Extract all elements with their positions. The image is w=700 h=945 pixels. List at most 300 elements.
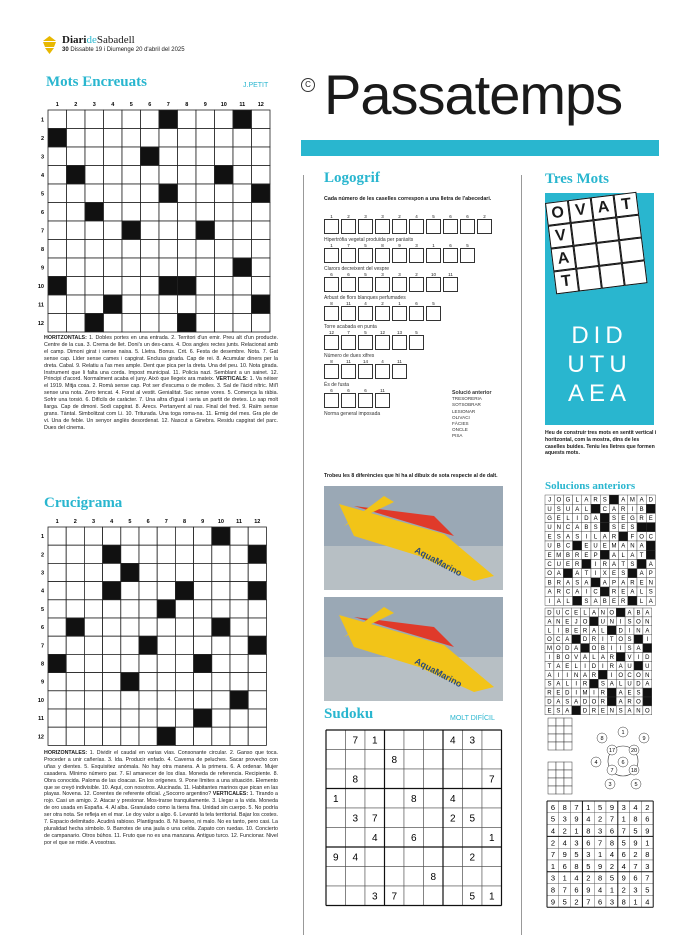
sudoku-cell[interactable]	[443, 847, 463, 867]
logogrif-cell[interactable]	[460, 219, 475, 234]
sol-sudoku-digit: 3	[586, 850, 591, 860]
solution-letter: S	[627, 637, 632, 644]
sudoku-digit: 2	[469, 852, 476, 864]
grid-cell	[121, 691, 139, 709]
solution-letter: X	[602, 571, 607, 578]
sudoku-cell[interactable]	[424, 769, 444, 789]
sudoku-cell[interactable]	[365, 769, 385, 789]
sudoku-cell[interactable]	[385, 730, 405, 750]
sudoku-cell[interactable]	[482, 789, 502, 809]
grid-cell	[212, 727, 230, 745]
tiny-cell	[564, 734, 572, 742]
solution-letter: I	[585, 534, 588, 541]
sudoku-cell[interactable]	[385, 867, 405, 887]
sudoku-digit: 7	[488, 774, 495, 786]
logogrif-cell[interactable]	[375, 277, 390, 292]
col-number: 2	[74, 102, 78, 108]
solution-letter: L	[566, 516, 570, 522]
grid-cell	[103, 527, 121, 545]
black-cell	[637, 559, 646, 568]
solution-letter: C	[648, 534, 653, 541]
col-number: 9	[203, 102, 207, 108]
grid-cell	[196, 258, 215, 277]
logogrif-num: 6	[449, 243, 452, 248]
solution-letter: U	[556, 562, 561, 568]
logogrif-num: 5	[432, 214, 435, 219]
solution-letter: S	[575, 534, 580, 541]
logogrif-cell[interactable]	[358, 248, 373, 263]
grid-cell	[67, 203, 86, 222]
grid-cell	[48, 221, 67, 240]
logogrif-cell[interactable]	[341, 277, 356, 292]
logogrif-cell[interactable]	[426, 248, 441, 263]
sol-sudoku-digit: 7	[633, 861, 638, 871]
row-number: 1	[40, 117, 44, 124]
black-cell	[175, 582, 193, 600]
row-number: 8	[40, 661, 44, 668]
grid-cell	[139, 709, 157, 727]
sol-sudoku-digit: 5	[550, 814, 555, 824]
logogrif-num: 2	[381, 301, 384, 306]
grid-cell	[66, 709, 84, 727]
col-number: 11	[236, 519, 243, 525]
grid-cell	[48, 203, 67, 222]
logogrif-cell[interactable]	[460, 248, 475, 263]
logogrif-num: 11	[346, 301, 351, 306]
logogrif-cell[interactable]	[358, 277, 373, 292]
solution-letter: T	[639, 552, 644, 559]
grid-cell	[194, 673, 212, 691]
sudoku-cell[interactable]	[482, 867, 502, 887]
solution-letter: A	[584, 497, 589, 504]
mots-h-label: HORITZONTALS:	[44, 335, 87, 341]
logogrif-cell[interactable]	[358, 393, 373, 408]
sudoku-cell[interactable]	[346, 867, 366, 887]
black-cell	[233, 110, 252, 129]
grid-cell	[159, 258, 178, 277]
logogrif-cell[interactable]	[324, 335, 339, 350]
black-cell	[157, 600, 175, 618]
solution-letter: S	[648, 589, 653, 596]
black-cell	[194, 654, 212, 672]
sudoku-cell[interactable]	[482, 750, 502, 770]
logogrif-cell[interactable]	[443, 277, 458, 292]
sudoku-cell[interactable]	[346, 789, 366, 809]
grid-cell	[84, 727, 102, 745]
diari-logo-icon	[42, 36, 57, 54]
grid-cell	[104, 166, 123, 185]
logogrif-cell[interactable]	[358, 364, 373, 379]
black-cell	[609, 495, 618, 504]
logogrif-cell[interactable]	[409, 277, 424, 292]
col-number: 11	[239, 102, 246, 108]
black-cell	[598, 670, 607, 679]
sudoku-cell[interactable]	[424, 808, 444, 828]
black-cell	[646, 541, 655, 550]
col-number: 2	[73, 519, 77, 525]
black-cell	[252, 295, 271, 314]
sol-sudoku-digit: 3	[550, 873, 555, 883]
grid-cell	[141, 129, 160, 148]
grid-cell	[48, 545, 66, 563]
logogrif-row	[324, 353, 514, 379]
grid-cell	[67, 314, 86, 333]
grid-cell	[230, 673, 248, 691]
black-cell	[215, 166, 234, 185]
grid-cell	[141, 203, 160, 222]
sudoku-cell[interactable]	[424, 847, 444, 867]
black-cell	[248, 582, 266, 600]
sudoku-cell[interactable]	[326, 867, 346, 887]
sudoku-cell[interactable]	[365, 789, 385, 809]
logogrif-cell[interactable]	[341, 335, 356, 350]
sol-sudoku-digit: 2	[633, 850, 638, 860]
grid-cell	[194, 636, 212, 654]
star-num: 4	[594, 760, 598, 766]
sol-sudoku-digit: 4	[586, 814, 591, 824]
grid-cell	[141, 295, 160, 314]
grid-cell	[252, 240, 271, 259]
logogrif-cell[interactable]	[375, 364, 390, 379]
grid-cell	[175, 618, 193, 636]
grid-cell	[48, 166, 67, 185]
logogrif-cell[interactable]	[426, 277, 441, 292]
sudoku-cell[interactable]	[346, 886, 366, 906]
logogrif-num: 1	[398, 301, 401, 306]
grid-cell	[212, 691, 230, 709]
sudoku-cell[interactable]	[346, 750, 366, 770]
solution-letter: O	[639, 534, 644, 541]
sudoku-cell[interactable]	[346, 828, 366, 848]
tresmots-box	[545, 193, 654, 425]
sol-sudoku-digit: 5	[609, 873, 614, 883]
solution-letter: I	[584, 663, 586, 670]
grid-cell	[178, 221, 197, 240]
solution-letter: S	[600, 681, 605, 688]
grid-cell	[157, 654, 175, 672]
black-cell	[573, 596, 582, 605]
sudoku-cell[interactable]	[385, 789, 405, 809]
sudoku-cell[interactable]	[482, 847, 502, 867]
sudoku-cell[interactable]	[404, 808, 424, 828]
logogrif-num: 5	[364, 243, 367, 248]
solution-letter: E	[611, 571, 617, 578]
solution-letter: N	[645, 619, 650, 626]
solution-letter: T	[621, 562, 626, 568]
grid-cell	[175, 691, 193, 709]
sol-sudoku-digit: 1	[598, 850, 603, 860]
title-bar	[301, 140, 659, 156]
logogrif-num: 1	[330, 214, 333, 219]
grid-cell	[48, 147, 67, 166]
solution-letter: I	[557, 672, 560, 679]
solution-letter: S	[584, 598, 589, 605]
solution-letter: O	[636, 699, 641, 706]
logogrif-cell[interactable]	[358, 219, 373, 234]
grid-cell	[103, 673, 121, 691]
logogrif-cell[interactable]	[324, 248, 339, 263]
sudoku-cell[interactable]	[482, 730, 502, 750]
sudoku-cell[interactable]	[424, 789, 444, 809]
sol-sudoku-digit: 7	[586, 897, 591, 907]
solution-letter: N	[556, 525, 561, 532]
grid-cell	[233, 184, 252, 203]
solution-letter: A	[591, 610, 596, 617]
sudoku-cell[interactable]	[443, 828, 463, 848]
solution-letter: A	[565, 580, 571, 587]
sudoku-cell[interactable]	[463, 769, 483, 789]
logogrif-num: 5	[364, 272, 367, 277]
solution-letter: B	[565, 628, 570, 635]
grid-cell	[66, 563, 84, 581]
grid-cell	[85, 166, 104, 185]
logogrif-row	[324, 214, 514, 234]
sol-sudoku-digit: 4	[621, 861, 626, 871]
sudoku-cell[interactable]	[385, 828, 405, 848]
tm-row-3: AEA	[567, 380, 632, 407]
sol-sudoku-digit: 6	[562, 861, 567, 871]
grid-cell	[248, 600, 266, 618]
logogrif-cell[interactable]	[375, 393, 390, 408]
solution-letter: C	[547, 562, 552, 568]
solution-letter: A	[575, 506, 580, 513]
sudoku-cell[interactable]	[365, 750, 385, 770]
grid-cell	[178, 240, 197, 259]
black-cell	[159, 277, 178, 296]
sudoku-cell[interactable]	[385, 847, 405, 867]
grid-cell	[139, 618, 157, 636]
black-cell	[139, 636, 157, 654]
solution-letter: A	[621, 543, 626, 550]
grid-cell	[194, 582, 212, 600]
solution-letter: S	[618, 708, 623, 715]
solution-letter: E	[602, 543, 607, 550]
tm-cell: A	[591, 195, 617, 221]
sudoku-cell[interactable]	[463, 867, 483, 887]
black-cell	[646, 523, 655, 532]
grid-cell	[67, 129, 86, 148]
grid-cell	[175, 709, 193, 727]
sudoku-cell[interactable]	[404, 750, 424, 770]
star-num: 5	[634, 782, 638, 788]
logogrif-cell[interactable]	[409, 306, 424, 321]
sudoku-cell[interactable]	[424, 886, 444, 906]
sudoku-cell[interactable]	[326, 750, 346, 770]
logogrif-cell[interactable]	[324, 219, 339, 234]
sudoku-cell[interactable]	[424, 730, 444, 750]
logogrif-cell[interactable]	[477, 219, 492, 234]
grid-cell	[141, 258, 160, 277]
logogrif-cell[interactable]	[324, 277, 339, 292]
logogrif-cell[interactable]	[324, 306, 339, 321]
sudoku-cell[interactable]	[463, 828, 483, 848]
row-number: 4	[40, 588, 44, 595]
solution-letter: U	[600, 619, 606, 626]
grid-cell	[104, 258, 123, 277]
solution-letter: D	[547, 699, 552, 706]
logogrif-cell[interactable]	[324, 364, 339, 379]
grid-cell	[66, 582, 84, 600]
grid-cell	[103, 709, 121, 727]
grid-cell	[104, 277, 123, 296]
black-cell	[637, 523, 646, 532]
sudoku-cell[interactable]	[424, 750, 444, 770]
logogrif-cell[interactable]	[358, 335, 373, 350]
solution-letter: A	[639, 497, 644, 504]
grid-cell	[48, 691, 66, 709]
sudoku-cell[interactable]	[443, 769, 463, 789]
logogrif-cell[interactable]	[375, 219, 390, 234]
col-number: 7	[166, 102, 170, 108]
solution-letter: A	[602, 534, 607, 541]
sol-sudoku-digit: 7	[621, 826, 626, 836]
mots-h-text: 1. Dobles portes en una entrada. 2. Territori d'un emir. Preu alt d'un producte. Centre de la cua. 3. Crema de llet. Doni's un des-cans. 4. Dos angles rectes junts. Relacionat amb el camp. Dimoni girat i sense naixa. 5. Lletra. Bonus. Crit. 6. Festa de desembre. Nota. 7. Gat sense cap. Líder sense cames i capgirat. Enclusa girada. Cap de rei. 8. Acumular diners per la dreta. Cabal. 9. Relatiu a l'as mes ample. Dent que pica per la dreta. Una del peu. 10. Nota girada. Instrument que li falta una corda. Impost municipal. 11. Policia nazi. Semblant a un sainet. 12. Principi d'acord. Normalment acaba el juny. Això que llegeix ara mateix.	[44, 335, 278, 383]
row-number: 11	[38, 716, 44, 723]
sudoku-cell[interactable]	[326, 886, 346, 906]
row-number: 11	[38, 302, 44, 309]
logogrif-cell[interactable]	[392, 364, 407, 379]
row-number: 7	[40, 228, 44, 235]
sudoku-cell[interactable]	[424, 828, 444, 848]
logogrif-cell[interactable]	[392, 335, 407, 350]
page-number: 30	[62, 47, 69, 53]
solution-letter: U	[547, 525, 552, 532]
sudoku-cell[interactable]	[326, 808, 346, 828]
grid-cell	[159, 240, 178, 259]
tm-cell	[573, 243, 599, 269]
sudoku-cell[interactable]	[385, 808, 405, 828]
black-cell	[600, 550, 609, 559]
solution-letter: E	[565, 562, 571, 568]
sudoku-cell[interactable]	[365, 847, 385, 867]
sudoku-cell[interactable]	[463, 750, 483, 770]
grid-cell	[159, 203, 178, 222]
logogrif-clue: Hipertròfia vegetal produïda per paràsits	[324, 237, 414, 243]
logogrif-cell[interactable]	[358, 306, 373, 321]
logogrif-cell[interactable]	[443, 248, 458, 263]
logogrif-cell[interactable]	[341, 219, 356, 234]
sol-sudoku-digit: 3	[633, 885, 638, 895]
black-cell	[616, 653, 625, 662]
solution-letter: F	[630, 534, 635, 541]
logogrif-cell[interactable]	[375, 306, 390, 321]
sudoku-cell[interactable]	[326, 828, 346, 848]
grid-cell	[178, 184, 197, 203]
sudoku-cell[interactable]	[404, 847, 424, 867]
grid-cell	[175, 600, 193, 618]
logogrif-cell[interactable]	[341, 393, 356, 408]
grid-cell	[141, 240, 160, 259]
grid-cell	[121, 545, 139, 563]
copyright-mark	[301, 78, 315, 92]
logogrif-cell[interactable]	[392, 219, 407, 234]
solution-letter: T	[547, 663, 552, 670]
sudoku-cell[interactable]	[385, 769, 405, 789]
logogrif-cell[interactable]	[341, 248, 356, 263]
sol-sudoku-digit: 2	[598, 814, 603, 824]
logogrif-num: 4	[364, 301, 367, 306]
logogrif-cell[interactable]	[324, 393, 339, 408]
solution-letter: A	[547, 619, 552, 626]
sudoku-cell[interactable]	[404, 730, 424, 750]
tiny-cell	[564, 778, 572, 786]
sudoku-cell[interactable]	[365, 867, 385, 887]
sudoku-cell[interactable]	[482, 808, 502, 828]
solution-letter: I	[637, 654, 640, 661]
col-number: 10	[220, 102, 227, 108]
logogrif-cell[interactable]	[375, 335, 390, 350]
grid-cell	[233, 147, 252, 166]
cruci-v-label: VERTICALES:	[212, 791, 249, 798]
sudoku-cell[interactable]	[404, 769, 424, 789]
logogrif-cell[interactable]	[443, 219, 458, 234]
logogrif-cell[interactable]	[426, 306, 441, 321]
sudoku-cell[interactable]	[443, 867, 463, 887]
logogrif-cell[interactable]	[409, 248, 424, 263]
grid-cell	[48, 240, 67, 259]
logogrif-cell[interactable]	[392, 277, 407, 292]
row-number: 1	[40, 534, 44, 541]
tiny-cell	[556, 770, 564, 778]
sudoku-cell[interactable]	[326, 769, 346, 789]
logogrif-cell[interactable]	[341, 306, 356, 321]
grid-cell	[196, 110, 215, 129]
row-number: 12	[37, 734, 44, 741]
sudoku-cell[interactable]	[463, 789, 483, 809]
logogrif-cell[interactable]	[392, 248, 407, 263]
solution-letter: N	[556, 619, 561, 626]
solution-letter: E	[574, 610, 579, 617]
grid-cell	[84, 545, 102, 563]
logogrif-cell[interactable]	[409, 219, 424, 234]
logogrif-num: 4	[381, 359, 384, 364]
grid-cell	[196, 203, 215, 222]
grid-cell	[196, 240, 215, 259]
grid-cell	[66, 727, 84, 745]
grid-cell	[122, 258, 141, 277]
solution-letter: D	[582, 708, 588, 715]
sol-sudoku-digit: 2	[586, 873, 591, 883]
solution-letter: O	[591, 646, 597, 653]
sudoku-cell[interactable]	[326, 730, 346, 750]
logogrif-num: 8	[381, 243, 384, 248]
cruci-grid	[37, 515, 280, 747]
grid-cell	[212, 673, 230, 691]
logogrif-cell[interactable]	[426, 219, 441, 234]
sudoku-cell[interactable]	[404, 867, 424, 887]
logogrif-cell[interactable]	[375, 248, 390, 263]
grid-cell	[194, 563, 212, 581]
logogrif-cell[interactable]	[392, 306, 407, 321]
solution-letter: D	[648, 497, 653, 504]
logogrif-cell[interactable]	[409, 335, 424, 350]
grid-cell	[215, 147, 234, 166]
star-num: 9	[642, 736, 646, 742]
grid-cell	[104, 147, 123, 166]
sudoku-cell[interactable]	[443, 886, 463, 906]
grid-cell	[194, 600, 212, 618]
grid-cell	[248, 709, 266, 727]
sudoku-cell[interactable]	[404, 886, 424, 906]
logogrif-cell[interactable]	[341, 364, 356, 379]
solution-letter: I	[628, 628, 631, 635]
sudoku-cell[interactable]	[443, 750, 463, 770]
sol-sudoku-digit: 6	[586, 838, 591, 848]
col-number: 1	[55, 102, 59, 108]
tm-cell: O	[545, 200, 571, 226]
grid-cell	[139, 582, 157, 600]
grid-cell	[122, 129, 141, 148]
